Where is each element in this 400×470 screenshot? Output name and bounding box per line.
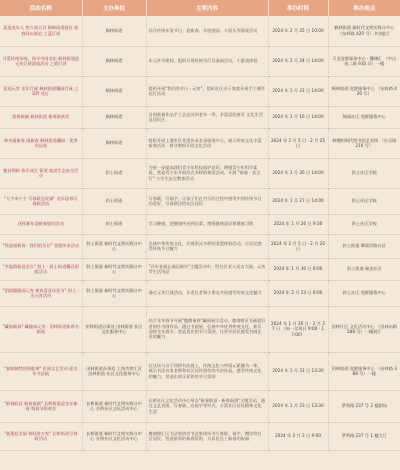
- event-name-cell: 寻觅传统年味，探寻中国龙年 枫林街道迎元宵灯谜游园活动 之猜灯谜: [0, 46, 82, 76]
- header-location: 举办地点: [328, 0, 400, 16]
- table-row: [0, 46, 400, 76]
- event-name-cell: "拜迎福新春 · 我们的节日" 非遗传承活动: [0, 234, 82, 258]
- location-cell: 枫林街道 新时代文明实践分中心 （东岭路 420 号）多功能厅: [328, 16, 400, 46]
- time-cell: 2024 年 1 月 16 日 14:00: [268, 106, 328, 128]
- event-name-cell: 翘首期盼 快乐成长 街道 旅游生态安全活动: [0, 158, 82, 188]
- time-cell: 2024 年 1 月 26 日 14:00: [268, 158, 328, 188]
- event-name-cell: "藏福新春" 藏趣闹元宵 · 田林街道新春书画展: [0, 306, 82, 352]
- table-row: [0, 76, 400, 106]
- location-cell: 斜土社区学校: [328, 214, 400, 234]
- table-body: [0, 16, 400, 450]
- time-cell: 2024 年 1 月 30 日 9:00: [268, 258, 328, 280]
- location-cell: 枫林街道 党群服务中心 （东岭路 420 号）: [328, 76, 400, 106]
- content-cell: 东元宵节期间，组织开展传统吊灯及演闹活动，小游戏体验: [146, 46, 268, 76]
- table-row: [0, 188, 400, 214]
- header-time: 举办时间: [268, 0, 328, 16]
- location-cell: 斜土社区学校: [328, 188, 400, 214]
- event-name-cell: "大手牵小手 写春联送祝福" 龙年迎春写春联活动: [0, 188, 82, 214]
- content-cell: 组织开展"我们的节日 · 元宵"，组织社区亲子家庭开展手工制作花灯活动: [146, 76, 268, 106]
- content-cell: 在这场与众不同的书法展上，传统文化与中国元素融为一体，展示书法名家老师和社区居民创作的书法作品，感受传统文化的魅力，营造出欢乐祥和的节日氛围: [146, 352, 268, 390]
- time-cell: 2024 年 1 月 26 日 · 2 月 27 日 （周一至周日 9:00 · 17:00）: [268, 306, 328, 352]
- table-header-row: [0, 0, 400, 16]
- table-row: [0, 106, 400, 128]
- event-name-cell: 迎春新颜 枫林街道 新春联欢会: [0, 106, 82, 128]
- time-cell: 2024 年 1 月 27 日 14:00: [268, 188, 328, 214]
- table-row: [0, 258, 400, 280]
- location-cell: 罗秀路 237 号 1 楼大厅: [328, 422, 400, 450]
- event-name-cell: 神奇福新春 闹新春 枫林街道馨园 · 优秀作品展: [0, 128, 82, 158]
- table-row: [0, 16, 400, 46]
- location-cell: 天龙党群服务中心 · 馨德汇 （中山南二路 930 弄）一楼: [328, 46, 400, 76]
- location-cell: 斜土社区学校: [328, 158, 400, 188]
- organizer-cell: 枫林街道: [82, 46, 146, 76]
- content-cell: 弘扬中华传统文化，开展形式多样的非遗体验活动，让居民感受传统节日魅力: [146, 234, 268, 258]
- location-cell: 田林街道 党群服务中心 （田林路 388 号）一楼: [328, 352, 400, 390]
- table-row: [0, 158, 400, 188]
- content-cell: 结合龙年春节开展"龍腾福春"藏福展示活动，邀请辖区书画爱好者创作书画作品，通过书画展，弘扬中华优秀传统文化、欢乐迎接龙年春节，营造喜庆的节日氛围，让更多居民感受书画艺术的魅力: [146, 306, 268, 352]
- event-name-cell: "多姿情新迎龙年" 斜土 · 斜土街道馨意剧组活动: [0, 258, 82, 280]
- content-cell: 自创新春作品手工艺品送到老年一等，丰富居民春节 文化生活及居民区: [146, 106, 268, 128]
- organizer-cell: 枫林街道: [82, 106, 146, 128]
- organizer-cell: 田林街道办事处 田林街道 社区文化服务中心: [82, 306, 146, 352]
- organizer-cell: 田林街道办事处 上海市徐汇区 田林街道 社区文化服务中心: [82, 352, 146, 390]
- event-name-cell: "新春联意 新春福满" 长桥街道迎龙年新春 暨春节联欢会: [0, 390, 82, 422]
- time-cell: 2024 年 2 月 2 日 9:00: [268, 422, 328, 450]
- location-cell: 斜土街道 瑞金社区: [328, 258, 400, 280]
- header-organizer: 主办单位: [82, 0, 146, 16]
- organizer-cell: 斜土街道: [82, 188, 146, 214]
- time-cell: 2024 年 2 月 23 日 9:00: [268, 280, 328, 306]
- time-cell: 2024 年 2 月 5 日 · 2 月 20 日: [268, 234, 328, 258]
- location-cell: 斜土街道 肇嘉浜路社区: [328, 234, 400, 258]
- header-event-name: 活动名称: [0, 0, 82, 16]
- organizer-cell: 长桥街道 新时代文明实践分中心 长桥社区文化活动中心: [82, 390, 146, 422]
- table-row: [0, 128, 400, 158]
- time-cell: 2024 年 1 月 31 日 13:30: [268, 352, 328, 390]
- time-cell: 2024 年 1 月 23 日 13:30: [268, 390, 328, 422]
- header-content: 主要内容: [146, 0, 268, 16]
- location-cell: 锦园社区 党群服务中心: [328, 106, 400, 128]
- time-cell: 2024 年 2 月 5 日 · 2 月 25 日: [268, 128, 328, 158]
- time-cell: 2024 年 1 月 21 日 14:00: [268, 76, 328, 106]
- location-cell: 田林社区 文化活动中心 （田林东路 588 号）一楼展厅: [328, 306, 400, 352]
- event-name-cell: "春联城然怡情乾坤" 民间文艺活动 迎龙年书法展: [0, 352, 82, 390]
- event-name-cell: 花样新年迎新春慰问活动: [0, 214, 82, 234]
- organizer-cell: 斜土街道 新时代文明实践分中心: [82, 258, 146, 280]
- table-row: [0, 234, 400, 258]
- location-cell: 林峨明周代图书馆艺术馆 （长乐路 210 号）: [328, 128, 400, 158]
- content-cell: 综合传统年货节日，迎新春，开展游园、卡面头等猜谜活动: [146, 16, 268, 46]
- table-row: [0, 214, 400, 234]
- time-cell: 2024 年 2 月 25 日 10:00: [268, 16, 328, 46]
- table-row: [0, 422, 400, 450]
- content-cell: 长桥社区文化活动中心举办"新春联意 · 新春福满"主题活动，通过文艺表演、写春联、送福字等形式，丰富社区居民精神文化生活: [146, 390, 268, 422]
- organizer-cell: 斜土街道: [82, 214, 146, 234]
- time-cell: 2024 年 2 月 24 日 14:00: [268, 46, 328, 76]
- event-name-cell: "笔墨迎龙福 春联进万家" 长桥街道写春联活动: [0, 422, 82, 450]
- table-row: [0, 306, 400, 352]
- organizer-cell: 枫林街道: [82, 76, 146, 106]
- event-name-cell: "团团圆圆闹元宵 欢欢喜喜庆佳节" 斜土 · 送元宵活动: [0, 280, 82, 306]
- organizer-cell: 枫林街道: [82, 16, 146, 46]
- table-row: [0, 280, 400, 306]
- content-cell: 学习健康，把健康传送到长辈，增强健康意识和健康习惯: [146, 214, 268, 234]
- content-cell: 组织开展上海市区非遗传承名录服务中心，展示传统文化丰富新春活动 · 春节期间开展文化活动: [146, 128, 268, 158]
- content-cell: 写春联，写福字，让孩子们在书写的过程中感受中国传统节日的美好，写春联送给社区居民: [146, 188, 268, 214]
- location-cell: 罗秀路 237 号 2 楼剧场: [328, 390, 400, 422]
- location-cell: 斜土社区 党群服务中心: [328, 280, 400, 306]
- event-name-cell: 喜迎龙年人 悠久闻天宫 枫林街道辖区 新春同庆联谊 之蓝灯谜: [0, 16, 82, 46]
- organizer-cell: 斜土街道: [82, 158, 146, 188]
- event-name-cell: 喜迎元宵 龙年灯谜 枫林街道馨园灯谜 之 DIY 花灯: [0, 76, 82, 106]
- table-row: [0, 390, 400, 422]
- organizer-cell: 斜土街道 新时代文明实践分中心: [82, 280, 146, 306]
- table-row: [0, 352, 400, 390]
- time-cell: 2024 年 1 月 26 日 9:30: [268, 214, 328, 234]
- organizer-cell: 长桥街道 新时代文明实践分中心 长桥社区文化活动中心: [82, 422, 146, 450]
- content-cell: 为进一步提高我们青少年科技保护意识，增强青少年科学素质，营造青少年开展形式多样的课堂活动，开展 "新春 · 安全行" 小学生安全教育活动: [146, 158, 268, 188]
- content-cell: 邀请徐汇区书法家协会书法家现场书写春联、福字，赠送给社区居民，营造浓厚的新春氛围，为居民送上新春的祝福: [146, 422, 268, 450]
- organizer-cell: 斜土街道 新时代文明实践分中心: [82, 234, 146, 258]
- content-cell: 通过元宵灯谜活动，让老长者和小朋友共同感受传统文化魅力: [146, 280, 268, 306]
- organizer-cell: 枫林街道: [82, 128, 146, 158]
- content-cell: "百年老福乞福运新年"主题活动中，给社区老人送去大福、元宵等生活用品: [146, 258, 268, 280]
